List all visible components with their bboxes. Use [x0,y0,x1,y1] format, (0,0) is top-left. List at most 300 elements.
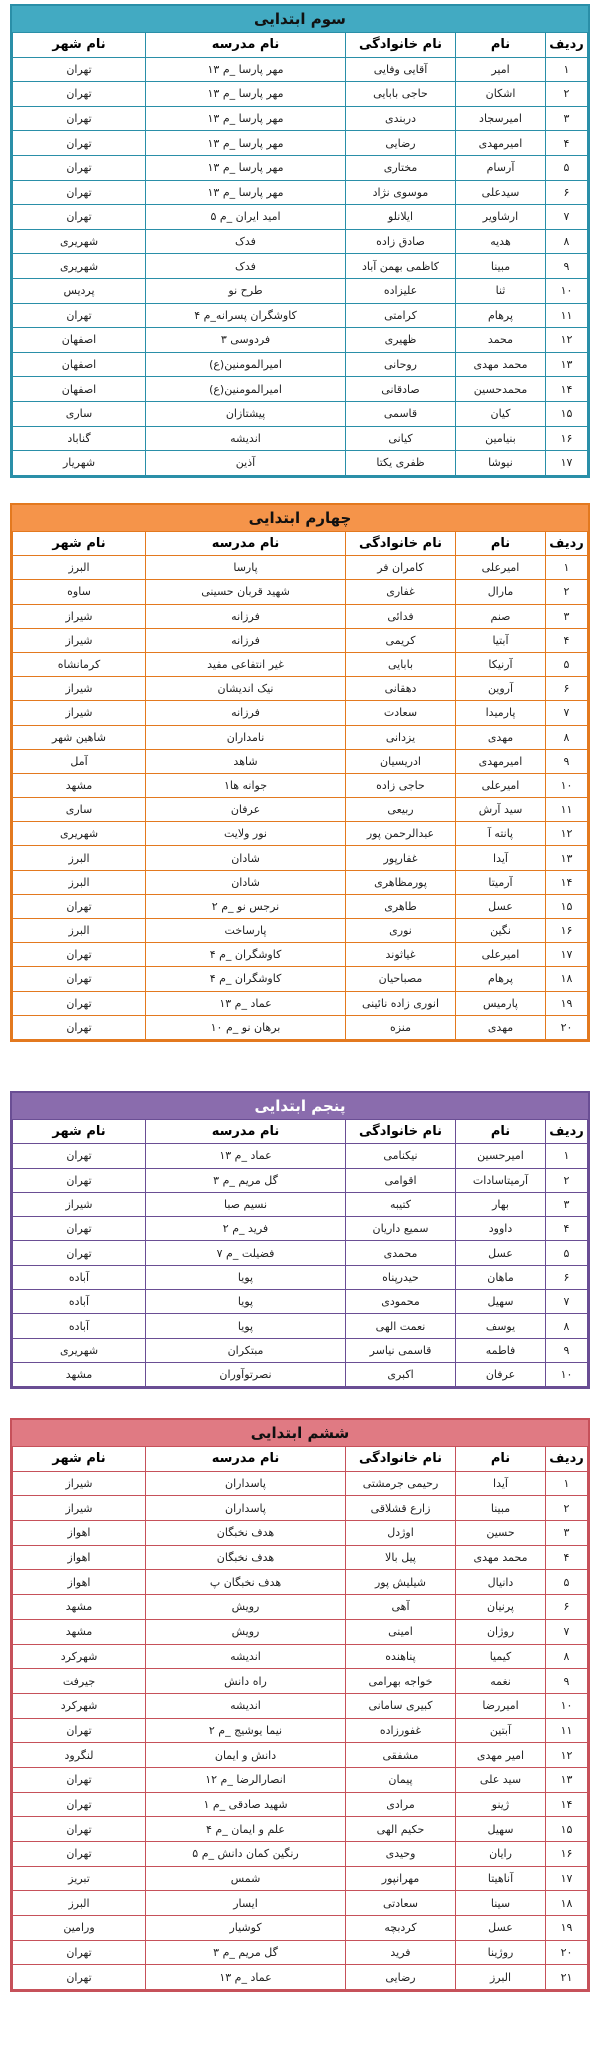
grade-4-block [10,503,590,1042]
name-cell: پرهام [456,967,546,991]
column-header-family: نام خانوادگی [346,1120,456,1144]
name-cell: محمد مهدی [456,352,546,377]
rank-cell: ۱۱ [546,1718,588,1743]
family-name-cell: قاسمی نیاسر [346,1338,456,1362]
name-cell: مارال [456,580,546,604]
rank-cell: ۹ [546,749,588,773]
rank-cell: ۳ [546,1192,588,1216]
school-name-cell: فرزانه [146,701,346,725]
school-name-cell: پویا [146,1290,346,1314]
table-row [13,919,588,943]
rank-cell: ۱۴ [546,870,588,894]
city-cell: البرز [13,1891,146,1916]
school-name-cell: پاسداران [146,1471,346,1496]
city-cell: تهران [13,205,146,230]
city-cell: شهریار [13,451,146,476]
city-cell: آمل [13,749,146,773]
family-name-cell: سمیع داریان [346,1217,456,1241]
name-cell: ثنا [456,278,546,303]
family-name-cell: نوری [346,919,456,943]
column-header-school: نام مدرسه [146,1447,346,1472]
city-cell: کرمانشاه [13,652,146,676]
name-cell: نگین [456,919,546,943]
city-cell: تهران [13,1015,146,1039]
family-name-cell: نیکنامی [346,1144,456,1168]
table-row [13,131,588,156]
name-cell: دانیال [456,1570,546,1595]
name-cell: نغمه [456,1669,546,1694]
city-cell: تهران [13,106,146,131]
rank-cell: ۵ [546,652,588,676]
column-header-city: نام شهر [13,532,146,556]
school-name-cell: طرح نو [146,278,346,303]
name-cell: آناهیتا [456,1866,546,1891]
table-row [13,1362,588,1386]
table-row [13,303,588,328]
family-name-cell: کردبچه [346,1916,456,1941]
rank-cell: ۲ [546,82,588,107]
rank-cell: ۷ [546,701,588,725]
city-cell: شهرکرد [13,1693,146,1718]
family-name-cell: نعمت الهی [346,1314,456,1338]
column-header-family: نام خانوادگی [346,1447,456,1472]
family-name-cell: مصباحیان [346,967,456,991]
school-name-cell: نرجس نو _م ۲ [146,894,346,918]
city-cell: مشهد [13,773,146,797]
name-cell: سیدعلی [456,180,546,205]
name-cell: عسل [456,1916,546,1941]
family-name-cell: مختاری [346,155,456,180]
name-cell: داوود [456,1217,546,1241]
table-row [13,401,588,426]
rank-cell: ۱۴ [546,1792,588,1817]
school-name-cell: هدف نخبگان [146,1545,346,1570]
city-cell: تهران [13,1718,146,1743]
school-name-cell: فرزانه [146,604,346,628]
section-title: پنجم ابتدایی [12,1093,588,1119]
name-cell: پرهام [456,303,546,328]
table-row [13,155,588,180]
school-name-cell: رویش [146,1595,346,1620]
column-header-city: نام شهر [13,33,146,58]
rank-cell: ۱۰ [546,1362,588,1386]
school-name-cell: فرید _م ۲ [146,1217,346,1241]
rank-cell: ۱۷ [546,1866,588,1891]
school-name-cell: شهید قربان حسینی [146,580,346,604]
column-header-rank: ردیف [546,532,588,556]
table-row [13,1842,588,1867]
name-cell: سید علی [456,1767,546,1792]
school-name-cell: علم و ایمان _م ۴ [146,1817,346,1842]
city-cell: تهران [13,1940,146,1965]
family-name-cell: رضایی [346,131,456,156]
family-name-cell: روحانی [346,352,456,377]
table-row [13,229,588,254]
family-name-cell: غفورزاده [346,1718,456,1743]
school-name-cell: اندیشه [146,426,346,451]
city-cell: اهواز [13,1545,146,1570]
city-cell: شیراز [13,1496,146,1521]
column-header-family: نام خانوادگی [346,532,456,556]
school-name-cell: نامداران [146,725,346,749]
column-header-rank: ردیف [546,33,588,58]
grade-6-block [10,1418,590,1992]
table-row [13,1718,588,1743]
header-row [13,532,588,556]
family-name-cell: آهی [346,1595,456,1620]
city-cell: تهران [13,1144,146,1168]
family-name-cell: کبیری سامانی [346,1693,456,1718]
table-row [13,57,588,82]
rank-cell: ۴ [546,628,588,652]
family-name-cell: غفارپور [346,846,456,870]
city-cell: تهران [13,1767,146,1792]
family-name-cell: ظفری یکتا [346,451,456,476]
rank-cell: ۷ [546,205,588,230]
city-cell: اصفهان [13,328,146,353]
city-cell: تهران [13,57,146,82]
school-name-cell: راه دانش [146,1669,346,1694]
name-cell: فاطمه [456,1338,546,1362]
rank-cell: ۲ [546,1168,588,1192]
school-name-cell: امیرالمومنین(ع) [146,352,346,377]
rank-cell: ۶ [546,677,588,701]
family-name-cell: فرید [346,1940,456,1965]
name-cell: امیرسجاد [456,106,546,131]
rank-cell: ۱۳ [546,1767,588,1792]
family-name-cell: امینی [346,1619,456,1644]
city-cell: اهواز [13,1521,146,1546]
family-name-cell: انوری زاده نائینی [346,991,456,1015]
school-name-cell: شادان [146,846,346,870]
rank-cell: ۴ [546,1545,588,1570]
name-cell: بنیامین [456,426,546,451]
table-row [13,846,588,870]
table-row [13,991,588,1015]
table-row [13,1891,588,1916]
family-name-cell: موسوی نژاد [346,180,456,205]
school-name-cell: نسیم صبا [146,1192,346,1216]
family-name-cell: محمدی [346,1241,456,1265]
school-name-cell: شادان [146,870,346,894]
school-name-cell: پاسداران [146,1496,346,1521]
table-row [13,1595,588,1620]
city-cell: تهران [13,155,146,180]
table-row [13,1669,588,1694]
table-row [13,628,588,652]
table-row [13,652,588,676]
city-cell: البرز [13,919,146,943]
school-name-cell: امید ایران _م ۵ [146,205,346,230]
name-cell: آرنیکا [456,652,546,676]
city-cell: البرز [13,846,146,870]
school-name-cell: عماد _م ۱۳ [146,991,346,1015]
school-name-cell: رویش [146,1619,346,1644]
school-name-cell: شمس [146,1866,346,1891]
column-header-name: نام [456,532,546,556]
family-name-cell: سعادتی [346,1891,456,1916]
column-header-name: نام [456,1120,546,1144]
rank-cell: ۱۵ [546,401,588,426]
name-cell: عسل [456,1241,546,1265]
school-name-cell: هدف نخبگان [146,1521,346,1546]
name-cell: صنم [456,604,546,628]
school-name-cell: مبتکران [146,1338,346,1362]
rank-cell: ۱۱ [546,798,588,822]
rank-cell: ۱۵ [546,894,588,918]
city-cell: شیراز [13,1471,146,1496]
table-row [13,278,588,303]
table-row [13,352,588,377]
rank-cell: ۶ [546,180,588,205]
family-name-cell: اوژدل [346,1521,456,1546]
name-cell: آبتیا [456,628,546,652]
family-name-cell: دهقانی [346,677,456,701]
name-cell: نیوشا [456,451,546,476]
table-row [13,1144,588,1168]
table-row [13,1290,588,1314]
name-cell: آرمیتا [456,870,546,894]
table-row [13,1940,588,1965]
family-name-cell: اقوامی [346,1168,456,1192]
name-cell: امیر مهدی [456,1743,546,1768]
school-name-cell: غیر انتفاعی مفید [146,652,346,676]
table-row [13,328,588,353]
name-cell: محمدحسین [456,377,546,402]
rank-cell: ۸ [546,725,588,749]
table-row [13,205,588,230]
rank-cell: ۱۲ [546,1743,588,1768]
table-row [13,1743,588,1768]
rank-cell: ۱۵ [546,1817,588,1842]
school-name-cell: فرزانه [146,628,346,652]
table-row [13,894,588,918]
family-name-cell: صادقانی [346,377,456,402]
name-cell: امیرعلی [456,943,546,967]
city-cell: آباده [13,1290,146,1314]
rank-cell: ۱۸ [546,967,588,991]
school-name-cell: کاوشگران _م ۴ [146,967,346,991]
table-row [13,604,588,628]
school-name-cell: رنگین کمان دانش _م ۵ [146,1842,346,1867]
city-cell: اصفهان [13,352,146,377]
city-cell: شهریری [13,822,146,846]
family-name-cell: پیل بالا [346,1545,456,1570]
school-name-cell: فدک [146,254,346,279]
family-name-cell: پیمان [346,1767,456,1792]
family-name-cell: ربیعی [346,798,456,822]
grade-3-block [10,4,590,478]
name-cell: بهار [456,1192,546,1216]
city-cell: ساری [13,798,146,822]
table-row [13,1545,588,1570]
name-cell: پارمیس [456,991,546,1015]
name-cell: سید آرش [456,798,546,822]
table-row [13,1015,588,1039]
city-cell: شاهین شهر [13,725,146,749]
table-row [13,1570,588,1595]
school-name-cell: پارساخت [146,919,346,943]
table-row [13,426,588,451]
name-cell: امیر [456,57,546,82]
header-row [13,1447,588,1472]
name-cell: ارشاویر [456,205,546,230]
table-row [13,943,588,967]
name-cell: آیدا [456,1471,546,1496]
rank-cell: ۳ [546,604,588,628]
rank-cell: ۱۷ [546,943,588,967]
school-name-cell: جوانه ها۱ [146,773,346,797]
city-cell: تهران [13,1817,146,1842]
school-name-cell: مهر پارسا _م ۱۳ [146,57,346,82]
rank-cell: ۲۰ [546,1015,588,1039]
family-name-cell: مرادی [346,1792,456,1817]
city-cell: تهران [13,1168,146,1192]
name-cell: البرز [456,1965,546,1990]
family-name-cell: وحیدی [346,1842,456,1867]
name-cell: اشکان [456,82,546,107]
name-cell: یوسف [456,1314,546,1338]
family-name-cell: کاظمی بهمن آباد [346,254,456,279]
family-name-cell: اکبری [346,1362,456,1386]
school-name-cell: کوشیار [146,1916,346,1941]
family-name-cell: حاجی بابایی [346,82,456,107]
rank-cell: ۱۲ [546,328,588,353]
rank-cell: ۱۴ [546,377,588,402]
school-name-cell: آذین [146,451,346,476]
table-row [13,1217,588,1241]
family-name-cell: کریمی [346,628,456,652]
city-cell: ورامین [13,1916,146,1941]
school-name-cell: دانش و ایمان [146,1743,346,1768]
name-cell: امیررضا [456,1693,546,1718]
rank-cell: ۱۹ [546,1916,588,1941]
school-name-cell: گل مریم _م ۳ [146,1168,346,1192]
results-table [12,32,588,476]
city-cell: تهران [13,131,146,156]
rank-cell: ۳ [546,1521,588,1546]
city-cell: شهرکرد [13,1644,146,1669]
family-name-cell: غفاری [346,580,456,604]
section-title: سوم ابتدایی [12,6,588,32]
city-cell: تهران [13,943,146,967]
rank-cell: ۱۷ [546,451,588,476]
family-name-cell: پورمظاهری [346,870,456,894]
column-header-school: نام مدرسه [146,532,346,556]
rank-cell: ۱ [546,556,588,580]
table-row [13,1521,588,1546]
family-name-cell: حاجی زاده [346,773,456,797]
family-name-cell: یزدانی [346,725,456,749]
family-name-cell: رحیمی جرمشتی [346,1471,456,1496]
results-table [12,531,588,1040]
name-cell: مهدی [456,1015,546,1039]
name-cell: مبینا [456,1496,546,1521]
name-cell: رایان [456,1842,546,1867]
table-row [13,106,588,131]
family-name-cell: علیزاده [346,278,456,303]
rank-cell: ۹ [546,254,588,279]
school-name-cell: مهر پارسا _م ۱۳ [146,180,346,205]
name-cell: عسل [456,894,546,918]
family-name-cell: آقایی وفایی [346,57,456,82]
name-cell: آرمیتاسادات [456,1168,546,1192]
school-name-cell: عماد _م ۱۳ [146,1965,346,1990]
section-title: ششم ابتدایی [12,1420,588,1446]
table-row [13,870,588,894]
family-name-cell: منزه [346,1015,456,1039]
city-cell: شیراز [13,701,146,725]
table-row [13,1866,588,1891]
table-row [13,1496,588,1521]
results-table [12,1446,588,1990]
city-cell: تهران [13,1792,146,1817]
column-header-school: نام مدرسه [146,1120,346,1144]
city-cell: اصفهان [13,377,146,402]
rank-cell: ۴ [546,131,588,156]
name-cell: امیرمهدی [456,131,546,156]
rank-cell: ۱۰ [546,1693,588,1718]
table-row [13,822,588,846]
city-cell: شهریری [13,254,146,279]
rank-cell: ۵ [546,1570,588,1595]
rank-cell: ۵ [546,1241,588,1265]
rank-cell: ۱۳ [546,352,588,377]
name-cell: امیرعلی [456,773,546,797]
school-name-cell: کاوشگران پسرانه_م ۴ [146,303,346,328]
city-cell: شهریری [13,1338,146,1362]
school-name-cell: مهر پارسا _م ۱۳ [146,106,346,131]
city-cell: تهران [13,1965,146,1990]
city-cell: آباده [13,1314,146,1338]
school-name-cell: نور ولایت [146,822,346,846]
rank-cell: ۶ [546,1265,588,1289]
city-cell: شیراز [13,677,146,701]
city-cell: شهریری [13,229,146,254]
table-row [13,580,588,604]
column-header-name: نام [456,1447,546,1472]
family-name-cell: پناهنده [346,1644,456,1669]
family-name-cell: طاهری [346,894,456,918]
family-name-cell: کتیبه [346,1192,456,1216]
table-row [13,1314,588,1338]
table-row [13,1817,588,1842]
rank-cell: ۱۳ [546,846,588,870]
name-cell: آرسام [456,155,546,180]
table-row [13,1619,588,1644]
name-cell: ماهان [456,1265,546,1289]
school-name-cell: انصارالرضا _م ۱۲ [146,1767,346,1792]
section-title: چهارم ابتدایی [12,505,588,531]
table-row [13,377,588,402]
rank-cell: ۸ [546,1644,588,1669]
name-cell: کیمیا [456,1644,546,1669]
city-cell: ساری [13,401,146,426]
column-header-name: نام [456,33,546,58]
column-header-city: نام شهر [13,1120,146,1144]
table-row [13,1767,588,1792]
name-cell: آبتین [456,1718,546,1743]
table-row [13,1192,588,1216]
school-name-cell: فضیلت _م ۷ [146,1241,346,1265]
family-name-cell: کرامتی [346,303,456,328]
city-cell: آباده [13,1265,146,1289]
family-name-cell: حیدرپناه [346,1265,456,1289]
rank-cell: ۵ [546,155,588,180]
rank-cell: ۹ [546,1669,588,1694]
table-row [13,1168,588,1192]
rank-cell: ۱۶ [546,1842,588,1867]
